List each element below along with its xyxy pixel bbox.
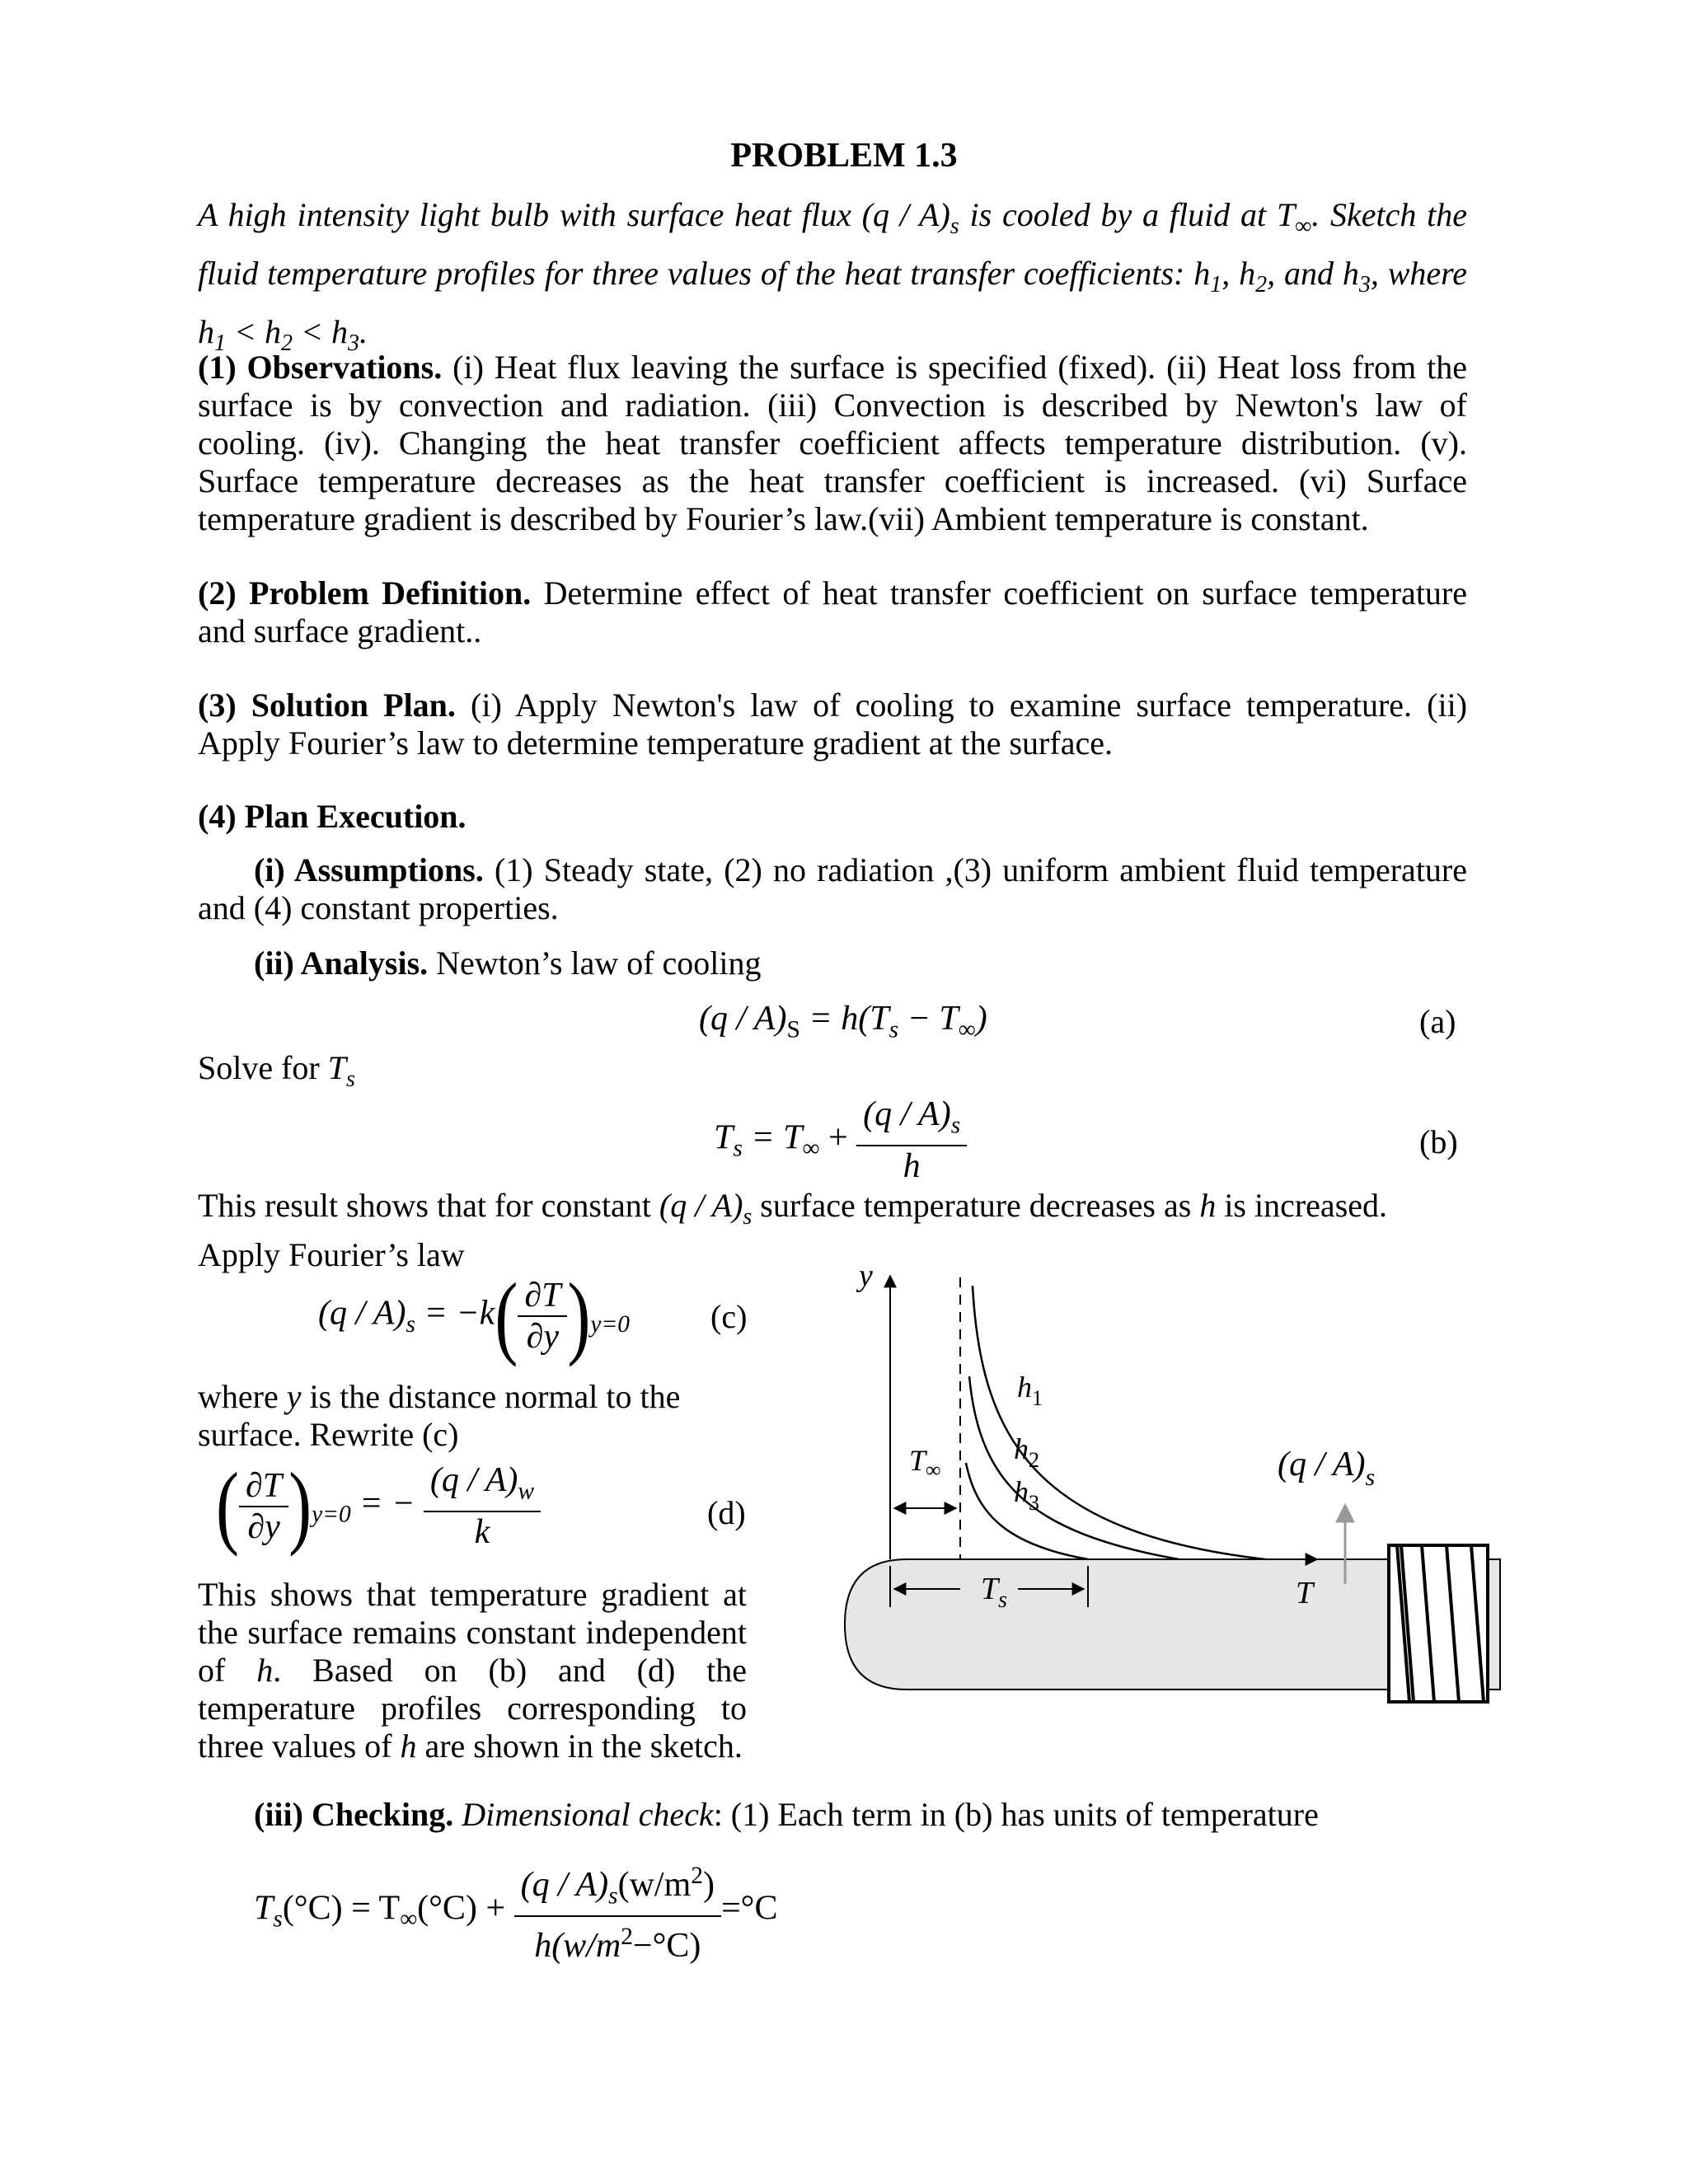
dimensional-check-equation: $T_s(^\circ C) = T_\infty(^\circ C)$ + $\frac{(q / A)_s(w/m^2)}{h(w/m^2-^\circ C)}$ =°C xyxy=(254,1856,777,1966)
plan-heading: (3) Solution Plan. xyxy=(198,687,456,724)
assumptions-heading: (i) Assumptions. xyxy=(254,851,484,888)
equation-c-label: (c) xyxy=(710,1298,748,1335)
h1-label: $h_1$ xyxy=(1017,1371,1043,1410)
equation-a: $(q / A)_S = h(T_s - T_\infty)$ xyxy=(699,1000,987,1043)
equation-a-label: (a) xyxy=(1419,1003,1456,1040)
h3-label: $h_3$ xyxy=(1014,1475,1039,1515)
where-paragraph: where y is the distance normal to the surface. Rewrite (c) xyxy=(198,1378,681,1453)
observations-heading: (1) Observations. xyxy=(198,349,443,386)
bulb-base xyxy=(1389,1545,1488,1702)
solve-for-line: Solve for $T_s$ xyxy=(198,1049,355,1092)
heat-flux-label: $(q / A)_s$ xyxy=(1278,1446,1376,1491)
equation-d-label: (d) xyxy=(707,1494,746,1531)
page-title: PROBLEM 1.3 xyxy=(730,137,958,175)
plan-text: (i) Apply Newton's law of cooling to examine surface temperature. (ii) Apply Fourier’s law to determine temperature gradient at the surface. xyxy=(198,687,1468,762)
checking-line: (iii) Checking. Dimensional check: (1) Each term in (b) has units of temperature xyxy=(254,1796,1319,1833)
observations-section xyxy=(198,349,1467,538)
definition-text: Determine effect of heat transfer coefficient on surface temperature and surface gradient.. xyxy=(198,574,1468,649)
temperature-profile-sketch xyxy=(783,1261,1508,1722)
h2-label: $h_2$ xyxy=(1014,1432,1039,1472)
assumptions-section xyxy=(198,851,1467,927)
result-paragraph: This result shows that for constant $(q / A)_s$ surface temperature decreases as h is increased. Apply Fourier’s law xyxy=(198,1187,1388,1273)
definition-heading: (2) Problem Definition. xyxy=(198,574,532,612)
shows-paragraph: This shows that temperature gradient at the surface remains constant independent of h. Based on (b) and (d) the temperature profiles corresponding to three values of h are shown in the sketch. xyxy=(198,1576,747,1765)
analysis-heading: (ii) Analysis. xyxy=(254,944,429,982)
equation-b: $T_s = T_\infty$ + $\frac{(q / A)_s}{h}$ xyxy=(714,1094,967,1186)
equation-c: $(q / A)_s = -k$( $\frac{\partial T}{\partial y}$ )$_{y=0}$ xyxy=(318,1264,630,1368)
t-label: T xyxy=(1296,1576,1314,1610)
analysis-text: Newton’s law of cooling xyxy=(436,944,762,982)
profile-h1 xyxy=(973,1286,1265,1559)
assumptions-text: (1) Steady state, (2) no radiation ,(3) uniform ambient fluid temperature and (4) constant properties. xyxy=(198,851,1468,926)
equation-d: ( $\frac{\partial T}{\partial y}$ )$_{y=0}$ = − $\frac{(q / A)_w}{k}$ xyxy=(216,1460,541,1552)
execution-heading: (4) Plan Execution. xyxy=(198,798,467,835)
y-axis-label: y xyxy=(859,1261,873,1293)
plan-section xyxy=(198,687,1467,762)
ts-label: $T_s$ xyxy=(981,1572,1008,1613)
t-inf-label: $T_\infty$ xyxy=(909,1444,941,1482)
problem-statement: A high intensity light bulb with surface heat flux $(q / A)_s$ is cooled by a fluid at $T_\infty$. Sketch the fluid temperature profiles for three values of the heat transfer coefficients: $h_1$, $h_2$, and $h_3$, where $h_1 < h_2 < h_3$. xyxy=(198,196,1468,356)
definition-section xyxy=(198,574,1467,650)
analysis-line xyxy=(254,944,1408,982)
equation-b-label: (b) xyxy=(1419,1123,1458,1160)
checking-heading: (iii) Checking. xyxy=(254,1796,454,1833)
observations-text: (i) Heat flux leaving the surface is specified (fixed). (ii) Heat loss from the surface is by convection and radiation. (iii) Convection is described by Newton's law of cooling. (iv). Changing the heat transfer coefficient affects temperature distribution. (v). Surface temperature decreases as the heat transfer coefficient is increased. (vi) Surface temperature gradient is described by Fourier’s law.(vii) Ambient temperature is constant. xyxy=(198,349,1468,537)
profile-h2 xyxy=(969,1376,1179,1559)
